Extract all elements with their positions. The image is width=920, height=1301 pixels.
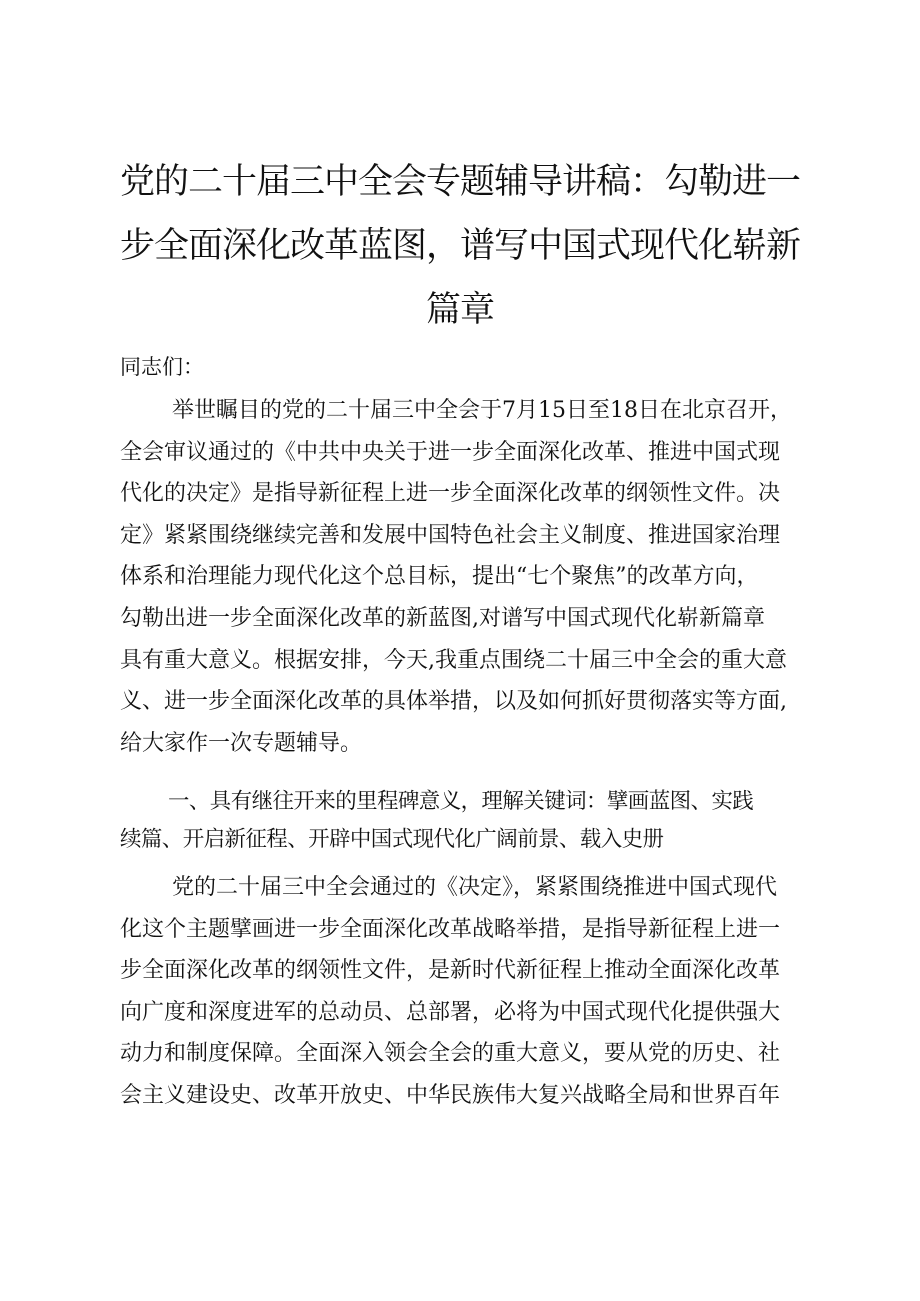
paragraph-line: 向广度和深度进军的总动员、总部署，必将为中国式现代化提供强大 bbox=[120, 999, 781, 1025]
title-line: 步全面深化改革蓝图，谱写中国式现代化崭新 bbox=[119, 226, 800, 266]
title-line: 党的二十届三中全会专题辅导讲稿：勾勒进一 bbox=[119, 162, 800, 202]
title-line: 篇章 bbox=[425, 290, 494, 330]
paragraph-line: 步全面深化改革的纲领性文件，是新时代新征程上推动全面深化改革 bbox=[120, 958, 781, 984]
section-heading-1 bbox=[120, 783, 840, 859]
paragraph-line: 化这个主题擘画进一步全面深化改革战略举措，是指导新征程上进一 bbox=[120, 916, 781, 942]
paragraph-line: 定》紧紧围绕继续完善和发展中国特色社会主义制度、推进国家治理 bbox=[120, 522, 781, 548]
paragraph-line: 具有重大意义。根据安排，今天,我重点围绕二十届三中全会的重大意 bbox=[120, 647, 787, 673]
paragraph-line: 会主义建设史、改革开放史、中华民族伟大复兴战略全局和世界百年 bbox=[120, 1082, 781, 1108]
paragraph-line: 动力和制度保障。全面深入领会全会的重大意义，要从党的历史、社 bbox=[120, 1041, 781, 1067]
heading-line: 一、具有继往开来的里程碑意义，理解关键词：擘画蓝图、实践 bbox=[168, 789, 754, 814]
document-title bbox=[110, 150, 810, 342]
paragraph-line: 代化的决定》是指导新征程上进一步全面深化改革的纲领性文件。决 bbox=[120, 481, 781, 507]
paragraph-line: 举世瞩目的党的二十届三中全会于7月15日至18日在北京召开， bbox=[172, 398, 792, 423]
paragraph-line: 给大家作一次专题辅导。 bbox=[120, 730, 363, 756]
paragraph-line: 勾勒出进一步全面深化改革的新蓝图,对谱写中国式现代化崭新篇章 bbox=[120, 605, 765, 631]
intro-paragraph bbox=[120, 390, 820, 764]
paragraph-line: 全会审议通过的《中共中央关于进一步全面深化改革、推进中国式现 bbox=[120, 439, 781, 465]
section-1-paragraph bbox=[120, 867, 820, 1117]
heading-line: 续篇、开启新征程、开辟中国式现代化广阔前景、载入史册 bbox=[120, 827, 664, 852]
salutation: 同志们： bbox=[120, 355, 204, 379]
paragraph-line: 党的二十届三中全会通过的《决定》，紧紧围绕推进中国式现代 bbox=[172, 875, 778, 900]
paragraph-line: 体系和治理能力现代化这个总目标，提出“七个聚焦”的改革方向， bbox=[120, 564, 759, 590]
paragraph-line: 义、进一步全面深化改革的具体举措，以及如何抓好贯彻落实等方面, bbox=[120, 689, 787, 715]
